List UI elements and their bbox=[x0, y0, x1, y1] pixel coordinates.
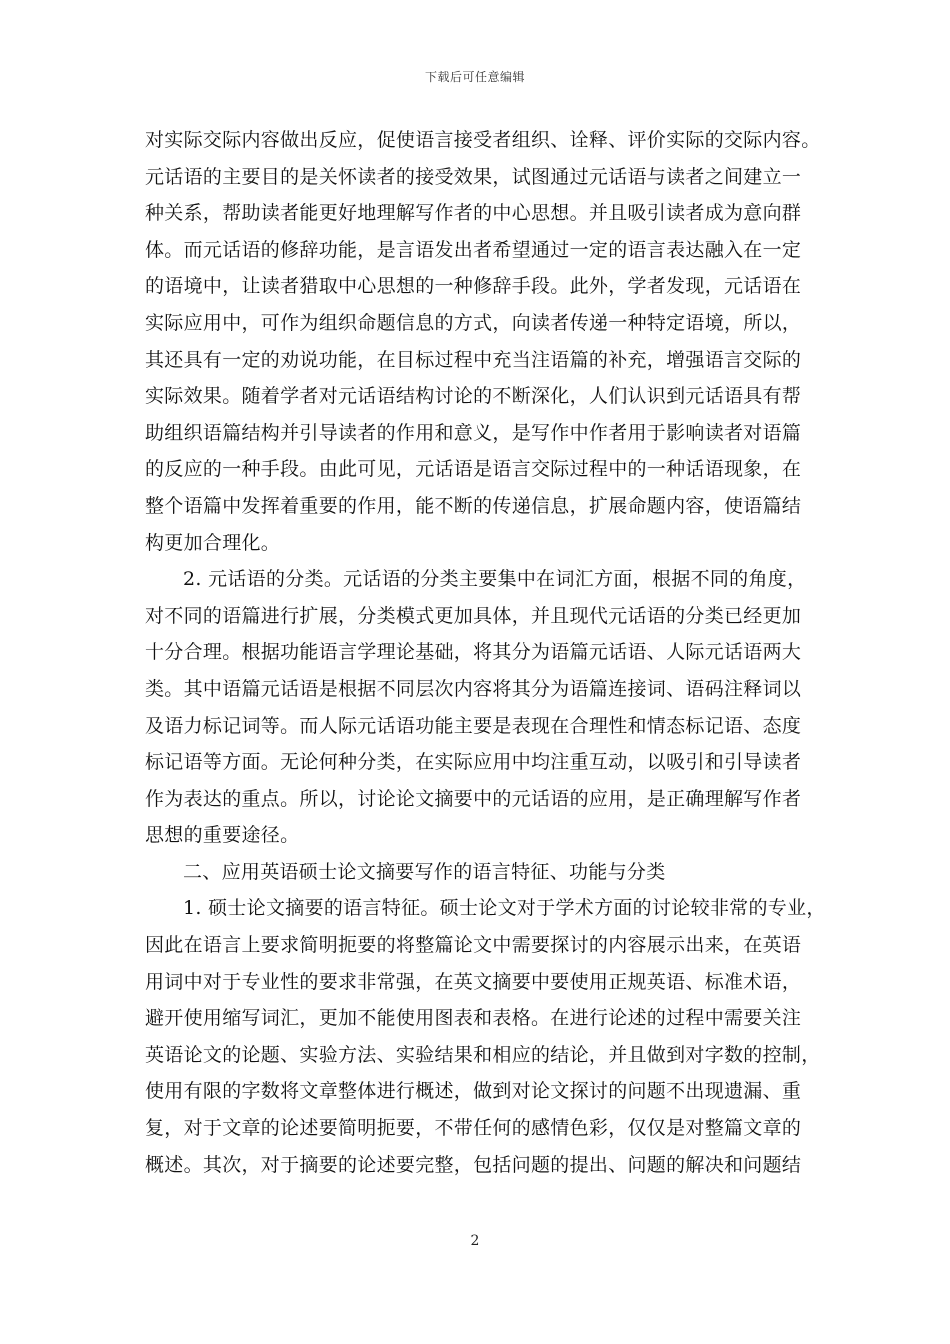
text-line: 使用有限的字数将文章整体进行概述，做到对论文探讨的问题不出现遗漏、重 bbox=[145, 1080, 802, 1103]
document-body bbox=[145, 122, 826, 1183]
text-line: 对不同的语篇进行扩展，分类模式更加具体，并且现代元话语的分类已经更加 bbox=[145, 604, 802, 627]
text-line: 其还具有一定的劝说功能，在目标过程中充当注语篇的补充，增强语言交际的 bbox=[145, 348, 802, 371]
text-line: 及语力标记词等。而人际元话语功能主要是表现在合理性和情态标记语、态度 bbox=[145, 714, 802, 737]
text-line: 用词中对于专业性的要求非常强，在英文摘要中要使用正规英语、标准术语， bbox=[145, 970, 802, 993]
text-line: 1. 硕士论文摘要的语言特征。硕士论文对于学术方面的讨论较非常的专业， bbox=[183, 897, 826, 920]
text-line: 作为表达的重点。所以，讨论论文摘要中的元话语的应用，是正确理解写作者 bbox=[145, 787, 802, 810]
text-line: 十分合理。根据功能语言学理论基础，将其分为语篇元话语、人际元话语两大 bbox=[145, 641, 802, 664]
text-line: 实际效果。随着学者对元话语结构讨论的不断深化，人们认识到元话语具有帮 bbox=[145, 385, 802, 408]
text-line: 类。其中语篇元话语是根据不同层次内容将其分为语篇连接词、语码注释词以 bbox=[145, 677, 802, 700]
text-line: 因此在语言上要求简明扼要的将整篇论文中需要探讨的内容展示出来，在英语 bbox=[145, 934, 802, 957]
text-line: 二、应用英语硕士论文摘要写作的语言特征、功能与分类 bbox=[183, 860, 666, 883]
text-line: 概述。其次，对于摘要的论述要完整，包括问题的提出、问题的解决和问题结 bbox=[145, 1153, 802, 1176]
text-line: 的反应的一种手段。由此可见，元话语是语言交际过程中的一种话语现象，在 bbox=[145, 458, 802, 481]
text-line: 构更加合理化。 bbox=[145, 531, 281, 554]
text-line: 体。而元话语的修辞功能，是言语发出者希望通过一定的语言表达融入在一定 bbox=[145, 238, 802, 261]
text-line: 思想的重要途径。 bbox=[145, 824, 300, 847]
text-line: 的语境中，让读者猎取中心思想的一种修辞手段。此外，学者发现，元话语在 bbox=[145, 275, 802, 298]
text-line: 对实际交际内容做出反应，促使语言接受者组织、诠释、评价实际的交际内容。 bbox=[145, 129, 821, 151]
text-line: 2. 元话语的分类。元话语的分类主要集中在词汇方面，根据不同的角度， bbox=[183, 568, 807, 591]
text-line: 复，对于文章的论述要简明扼要，不带任何的感情色彩，仅仅是对整篇文章的 bbox=[145, 1117, 802, 1140]
text-line: 元话语的主要目的是关怀读者的接受效果，试图通过元话语与读者之间建立一 bbox=[145, 165, 802, 188]
text-line: 避开使用缩写词汇，更加不能使用图表和表格。在进行论述的过程中需要关注 bbox=[145, 1007, 802, 1030]
text-line: 种关系，帮助读者能更好地理解写作者的中心思想。并且吸引读者成为意向群 bbox=[145, 202, 802, 225]
text-line: 英语论文的论题、实验方法、实验结果和相应的结论，并且做到对字数的控制， bbox=[145, 1043, 821, 1066]
text-line: 标记语等方面。无论何种分类，在实际应用中均注重互动，以吸引和引导读者 bbox=[145, 751, 802, 774]
text-line: 实际应用中，可作为组织命题信息的方式，向读者传递一种特定语境，所以， bbox=[145, 311, 802, 334]
page-header: 下载后可任意编辑 bbox=[424, 70, 525, 84]
page-number: 2 bbox=[470, 1233, 480, 1249]
text-line: 整个语篇中发挥着重要的作用，能不断的传递信息，扩展命题内容，使语篇结 bbox=[145, 494, 802, 517]
text-line: 助组织语篇结构并引导读者的作用和意义，是写作中作者用于影响读者对语篇 bbox=[145, 421, 802, 444]
